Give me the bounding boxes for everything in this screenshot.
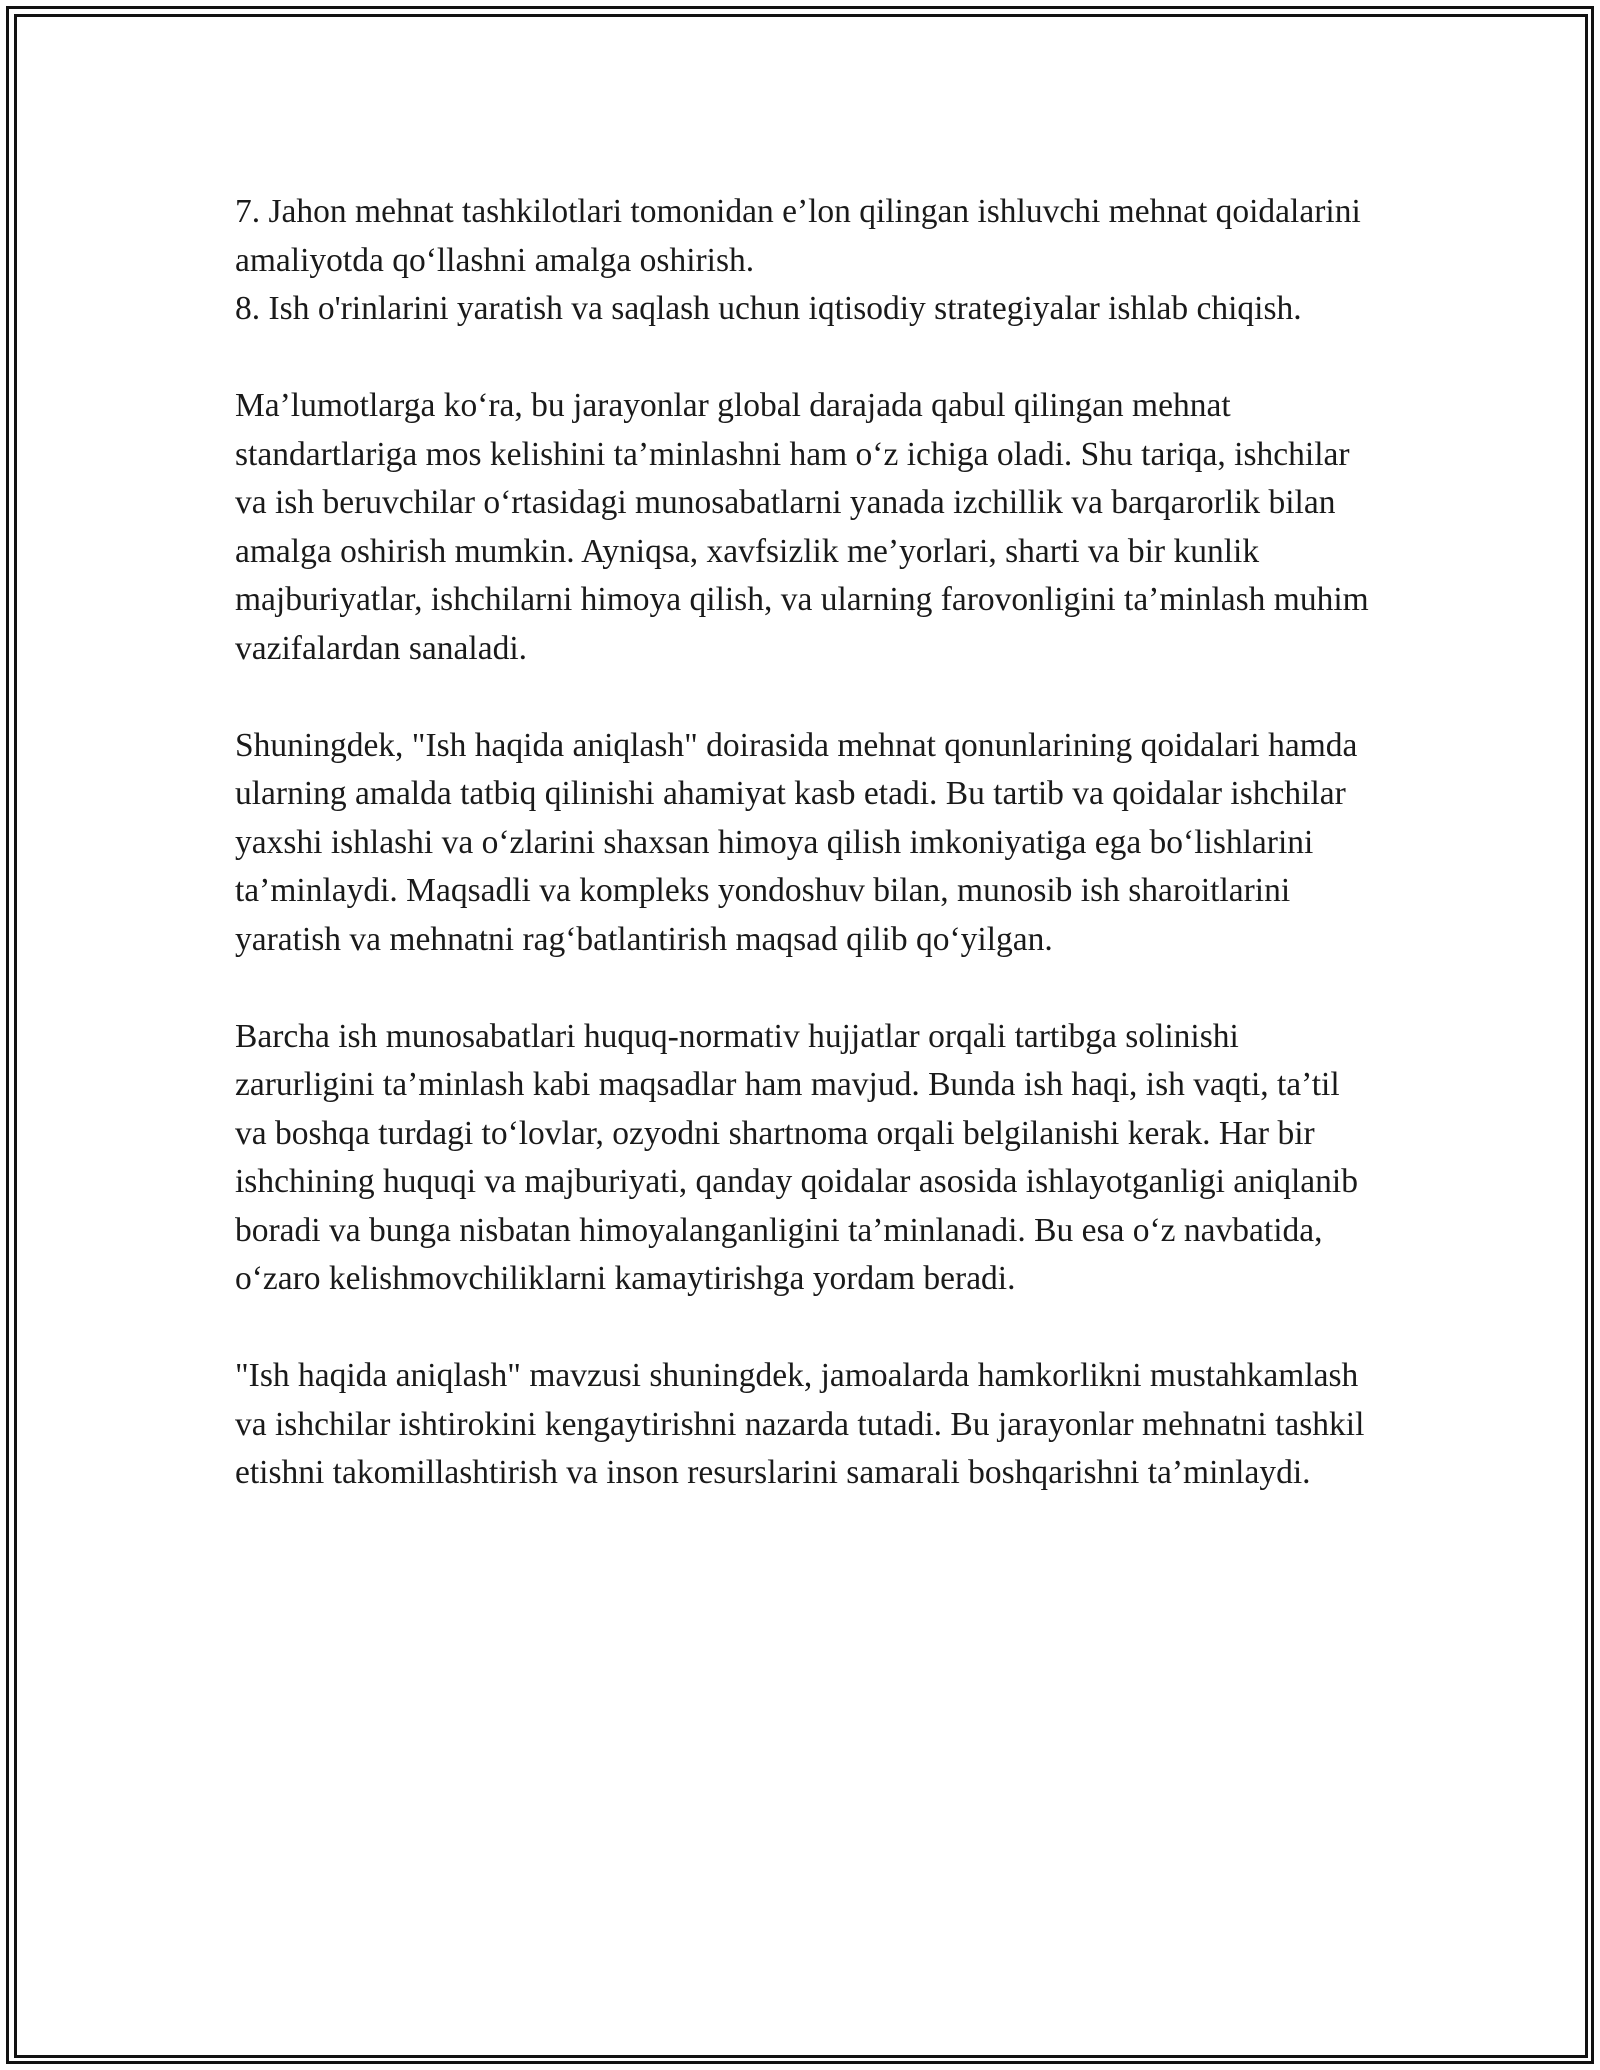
paragraph-labor-law: Shuningdek, "Ish haqida aniqlash" doirasida mehnat qonunlarining qoidalari hamda ularning amalda tatbiq qilinishi ahamiyat kasb etadi. Bu tartib va qoidalar ishchilar yaxshi ishlashi va o‘zlarini shaxsan himoya qilish imkoniyatiga ega bo‘lishlarini ta’minlaydi. Maqsadli va kompleks yondoshuv bilan, munosib ish sharoitlarini yaratish va mehnatni rag‘batlantirish maqsad qilib qo‘yilgan. [235, 726, 1358, 958]
paragraph-standards: Ma’lumotlarga ko‘ra, bu jarayonlar global darajada qabul qilingan mehnat standartlariga mos kelishini ta’minlashni ham o‘z ichiga oladi. Shu tariqa, ishchilar va ish beruvchilar o‘rtasidagi munosabatlarni yanada izchillik va barqarorlik bilan amalga oshirish mumkin. Ayniqsa, xavfsizlik me’yorlari, sharti va bir kunlik majburiyatlar, ishchilarni himoya qilish, va ularning farovonligini ta’minlash muhim vazifalardan sanaladi. [235, 387, 1369, 667]
paragraph-regulation: Barcha ish munosabatlari huquq-normativ hujjatlar orqali tartibga solinishi zarurligini ta’minlash kabi maqsadlar ham mavjud. Bunda ish haqi, ish vaqti, ta’til va boshqa turdagi to‘lovlar, ozyodni shartnoma orqali belgilanishi kerak. Har bir ishchining huquqi va majburiyati, qanday qoidalar asosida ishlayotganligi aniqlanib boradi va bunga nisbatan himoyalanganligini ta’minlanadi. Bu esa o‘z navbatida, o‘zaro kelishmovchiliklarni kamaytirishga yordam beradi. [235, 1017, 1358, 1297]
list-item-7: 7. Jahon mehnat tashkilotlari tomonidan e’lon qilingan ishluvchi mehnat qoidalarini amaliyotda qo‘llashni amalga oshirish. [235, 193, 1361, 279]
document-body [235, 188, 1375, 1498]
list-item-8: 8. Ish o'rinlarini yaratish va saqlash uchun iqtisodiy strategiyalar ishlab chiqish. [235, 290, 1302, 327]
paragraph-cooperation: "Ish haqida aniqlash" mavzusi shuningdek, jamoalarda hamkorlikni mustahkamlash va ishchilar ishtirokini kengaytirishni nazarda tutadi. Bu jarayonlar mehnatni tashkil etishni takomillashtirish va inson resurslarini samarali boshqarishni ta’minlaydi. [235, 1357, 1365, 1491]
